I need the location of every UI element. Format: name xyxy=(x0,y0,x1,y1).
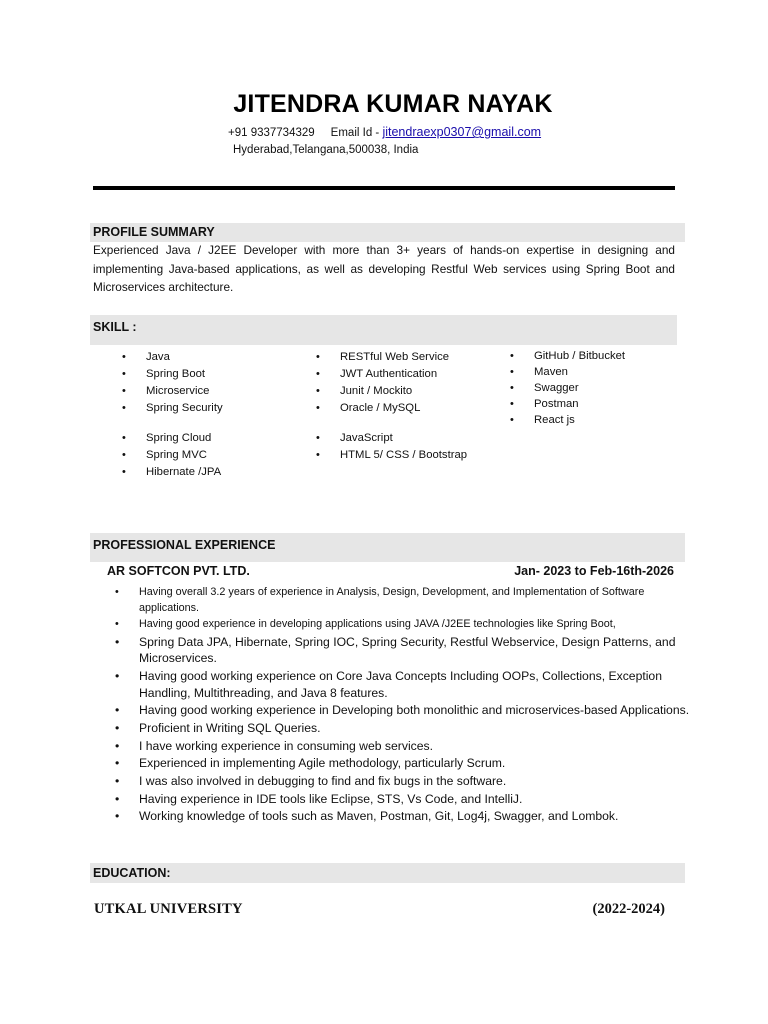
list-item: • Postman xyxy=(510,396,625,412)
list-item: • Having good experience in developing applications using JAVA /J2EE technologies like Spring Boot, xyxy=(115,617,690,633)
list-item: • Having good working experience in Developing both monolithic and microservices-based Applications. xyxy=(115,702,690,719)
header-divider xyxy=(93,186,675,190)
list-item: • Spring Data JPA, Hibernate, Spring IOC, Spring Security, Restful Webservice, Design Patterns, and Microservices. xyxy=(115,634,690,667)
contact-line xyxy=(228,125,541,139)
list-item: • HTML 5/ CSS / Bootstrap xyxy=(316,447,467,464)
list-item: • Swagger xyxy=(510,380,625,396)
skills-column-2a xyxy=(316,349,449,417)
list-item: • Spring Security xyxy=(122,400,223,417)
education-heading: EDUCATION: xyxy=(90,863,685,883)
list-item: • Having overall 3.2 years of experience in Analysis, Design, Development, and Implementation of Software applications. xyxy=(115,585,690,616)
address: Hyderabad,Telangana,500038, India xyxy=(233,144,419,156)
list-item: • I have working experience in consuming web services. xyxy=(115,738,690,755)
list-item: • Hibernate /JPA xyxy=(122,464,221,481)
list-item: • Microservice xyxy=(122,383,223,400)
list-item: • Spring Cloud xyxy=(122,430,221,447)
education-years: (2022-2024) xyxy=(592,901,665,917)
profile-summary-text: Experienced Java / J2EE Developer with more than 3+ years of hands-on expertise in designing and implementing Java-based applications, as well as developing Restful Web services using Spring Boot and Microservices architecture. xyxy=(93,243,675,294)
list-item: • Java xyxy=(122,349,223,366)
list-item: • Having good working experience on Core Java Concepts Including OOPs, Collections, Exception Handling, Multithreading, and Java 8 features. xyxy=(115,668,690,701)
experience-heading: PROFESSIONAL EXPERIENCE xyxy=(90,533,685,562)
skills-heading: SKILL : xyxy=(90,315,677,345)
email-label: Email Id - xyxy=(330,127,380,139)
list-item: • Spring MVC xyxy=(122,447,221,464)
list-item: • I was also involved in debugging to find and fix bugs in the software. xyxy=(115,773,690,790)
list-item: • JavaScript xyxy=(316,430,467,447)
list-item: • Working knowledge of tools such as Maven, Postman, Git, Log4j, Swagger, and Lombok. xyxy=(115,808,690,825)
list-item: • Having experience in IDE tools like Eclipse, STS, Vs Code, and IntelliJ. xyxy=(115,791,690,808)
list-item: • GitHub / Bitbucket xyxy=(510,348,625,364)
university-name: UTKAL UNIVERSITY xyxy=(94,901,243,917)
list-item: • RESTful Web Service xyxy=(316,349,449,366)
list-item: • Junit / Mockito xyxy=(316,383,449,400)
phone-number: +91 9337734329 xyxy=(228,127,315,139)
list-item: • Spring Boot xyxy=(122,366,223,383)
list-item: • React js xyxy=(510,412,625,428)
list-item: • Proficient in Writing SQL Queries. xyxy=(115,720,690,737)
skills-column-3 xyxy=(510,348,625,428)
employment-dates: Jan- 2023 to Feb-16th-2026 xyxy=(514,564,674,578)
skills-column-2b xyxy=(316,430,467,464)
profile-summary-heading: PROFILE SUMMARY xyxy=(90,223,685,242)
list-item: • Oracle / MySQL xyxy=(316,400,449,417)
list-item: • Experienced in implementing Agile methodology, particularly Scrum. xyxy=(115,755,690,772)
skills-column-1a xyxy=(122,349,223,417)
list-item: • Maven xyxy=(510,364,625,380)
email-link[interactable]: jitendraexp0307@gmail.com xyxy=(382,125,542,139)
candidate-name: JITENDRA KUMAR NAYAK xyxy=(233,90,553,118)
list-item: • JWT Authentication xyxy=(316,366,449,383)
skills-column-1b xyxy=(122,430,221,481)
company-name: AR SOFTCON PVT. LTD. xyxy=(107,564,250,578)
